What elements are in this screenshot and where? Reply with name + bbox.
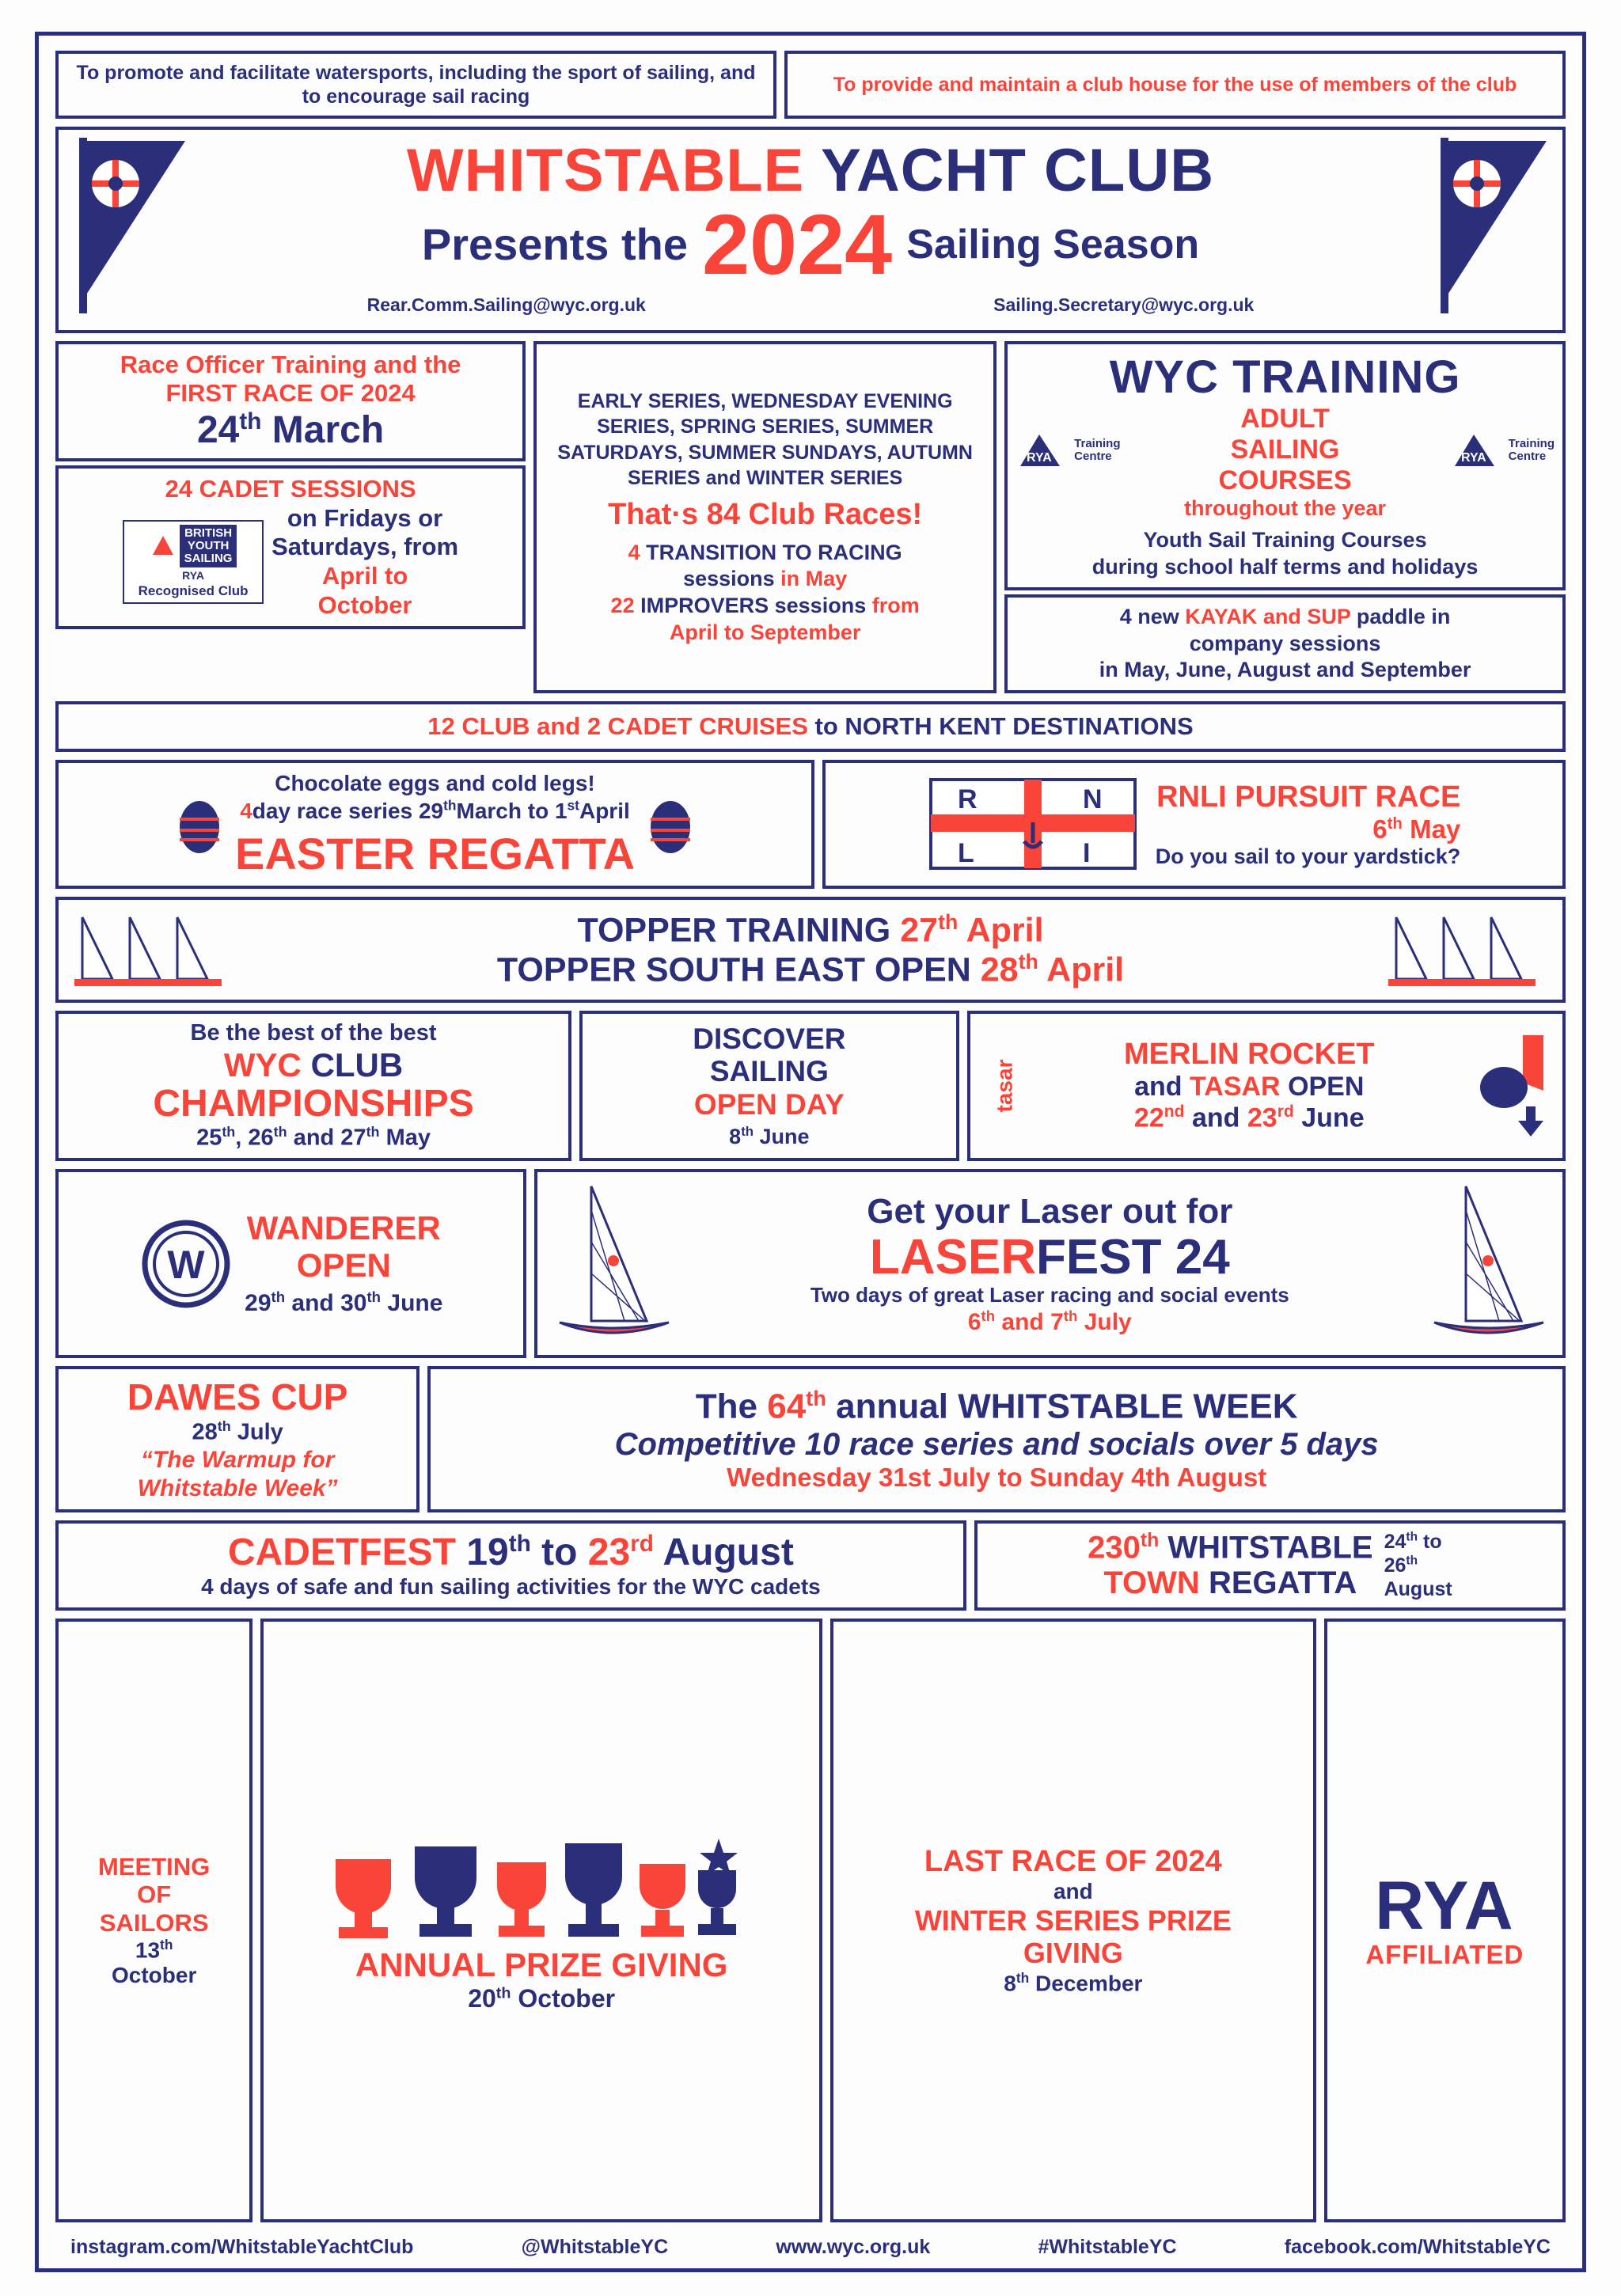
last-race-day-suffix: th bbox=[1015, 1969, 1030, 1986]
email-sailing-secretary[interactable]: Sailing.Secretary@wyc.org.uk bbox=[993, 294, 1255, 316]
merlin-date-2-sup: rd bbox=[1277, 1102, 1294, 1121]
town-date-1-sup: th bbox=[1406, 1530, 1418, 1544]
topper-training-line bbox=[241, 910, 1380, 950]
week-annual: annual bbox=[836, 1387, 948, 1426]
championships-club: CLUB bbox=[310, 1046, 404, 1084]
meeting-day bbox=[135, 1937, 173, 1964]
dawes-day: 28 bbox=[192, 1419, 218, 1445]
first-race-day-suffix: th bbox=[239, 408, 262, 435]
topper-open-month: April bbox=[1046, 951, 1125, 989]
championships-dates bbox=[196, 1124, 431, 1152]
british-youth-sailing-badge bbox=[123, 520, 264, 603]
laserfest-date-1-sup: th bbox=[981, 1307, 996, 1324]
easter-dates-a: day race series 29 bbox=[252, 799, 444, 824]
topper-dinghies-icon-right bbox=[1380, 906, 1555, 993]
wanderer-month: June bbox=[387, 1289, 443, 1316]
topper-dinghies-icon-left bbox=[66, 906, 241, 993]
easter-egg-icon-left bbox=[177, 795, 222, 854]
wanderer-open-label: OPEN bbox=[296, 1246, 391, 1284]
dawes-cup-date bbox=[192, 1418, 283, 1446]
last-race-month: December bbox=[1035, 1971, 1143, 1996]
champ-date-2-sup: th bbox=[273, 1124, 287, 1140]
cadetfest-date-1: 19 bbox=[466, 1531, 509, 1574]
winter-series-prize-line-2: GIVING bbox=[1023, 1937, 1123, 1970]
prize-day-suffix: th bbox=[495, 1984, 511, 2002]
race-officer-line2: FIRST RACE OF 2024 bbox=[165, 378, 416, 407]
club-title bbox=[193, 136, 1428, 204]
dawes-cup-quote-line-1: “The Warmup for bbox=[140, 1446, 335, 1473]
discover-date bbox=[729, 1124, 809, 1149]
meeting-day-suffix: th bbox=[160, 1936, 173, 1953]
season-label: Sailing Season bbox=[906, 221, 1200, 268]
badge-rya-mark: RYA bbox=[182, 568, 204, 582]
season-year: 2024 bbox=[701, 195, 893, 292]
merlin-line-2 bbox=[1039, 1072, 1460, 1102]
topper-open-line bbox=[241, 950, 1380, 989]
svg-text:N: N bbox=[1082, 784, 1103, 814]
discover-month: June bbox=[759, 1125, 810, 1149]
mission-row bbox=[51, 47, 1570, 123]
mission-statement-right: To provide and maintain a club house for the use of members of the club bbox=[784, 51, 1566, 119]
improvers-count: 22 bbox=[610, 594, 635, 618]
championships-wyc: WYC bbox=[223, 1046, 302, 1084]
contact-emails bbox=[193, 294, 1428, 316]
sail-icon bbox=[150, 534, 177, 558]
youth-training-line-1: Youth Sail Training Courses bbox=[1143, 528, 1427, 552]
week-edition-sup: th bbox=[806, 1386, 826, 1411]
cadetfest-to: to bbox=[541, 1531, 578, 1574]
autumn-row bbox=[51, 1615, 1570, 2226]
champ-date-2: , 26 bbox=[235, 1125, 274, 1152]
wanderer-dates bbox=[245, 1288, 442, 1317]
easter-days-count: 4 bbox=[240, 799, 252, 824]
tasar-logo-text: tasar bbox=[992, 1059, 1017, 1113]
topper-text bbox=[241, 910, 1380, 990]
easter-egg-icon-right bbox=[647, 795, 693, 854]
annual-prize-giving-date bbox=[468, 1984, 615, 2013]
meeting-line-3: SAILORS bbox=[99, 1909, 209, 1937]
kayak-line-2: company sessions bbox=[1189, 631, 1381, 655]
laserfest-laser: LASER bbox=[869, 1229, 1037, 1285]
rnli-text bbox=[1156, 780, 1461, 869]
cadet-sessions-card bbox=[55, 465, 526, 629]
merlin-date-1: 22 bbox=[1133, 1102, 1164, 1133]
champ-date-3-sup: th bbox=[366, 1124, 380, 1140]
rya-logo-text: RYA bbox=[1375, 1867, 1515, 1944]
svg-text:I: I bbox=[1082, 837, 1091, 868]
discover-line-1: DISCOVER bbox=[693, 1022, 846, 1055]
merlin-rocket-title: MERLIN ROCKET bbox=[1123, 1038, 1375, 1072]
laser-row bbox=[51, 1165, 1570, 1362]
cadetfest-date-2: 23 bbox=[587, 1531, 631, 1574]
last-race-date bbox=[1004, 1970, 1142, 1996]
footer-instagram[interactable]: instagram.com/WhitstableYachtClub bbox=[70, 2236, 414, 2258]
laserfest-date-1: 6 bbox=[967, 1308, 981, 1335]
rnli-day-suffix: th bbox=[1387, 814, 1403, 833]
topper-card bbox=[55, 897, 1566, 1003]
svg-text:RYA: RYA bbox=[1027, 450, 1052, 465]
club-title-yachtclub: YACHT CLUB bbox=[821, 136, 1215, 204]
svg-text:L: L bbox=[957, 837, 974, 868]
trophies-icon bbox=[304, 1827, 779, 1946]
last-race-and: and bbox=[1053, 1878, 1093, 1903]
easter-rnli-row bbox=[51, 756, 1570, 893]
training-column bbox=[1000, 337, 1570, 697]
dawes-cup-quote-line-2: Whitstable Week” bbox=[137, 1474, 338, 1501]
winter-series-prize-line-1: WINTER SERIES PRIZE bbox=[914, 1903, 1232, 1937]
burgee-icon-right bbox=[1428, 135, 1555, 321]
rnli-flag-icon bbox=[928, 773, 1141, 876]
town-date-2: 26 bbox=[1384, 1554, 1407, 1577]
championships-line-2 bbox=[224, 1046, 403, 1084]
series-list: EARLY SERIES, WEDNESDAY EVENING SERIES, SPRING SERIES, SUMMER SATURDAYS, SUMMER SUNDAYS, AUTUMN SERIES and WINTER SERIES bbox=[557, 389, 973, 490]
laser-dinghy-icon-right bbox=[1420, 1178, 1555, 1349]
town-regatta-number: 230 bbox=[1088, 1530, 1141, 1565]
wyc-training-title: WYC TRAINING bbox=[1109, 351, 1461, 403]
easter-dates-b: March to 1 bbox=[456, 799, 568, 824]
first-race-month: March bbox=[271, 409, 385, 452]
rya-training-centre-badge-left bbox=[1015, 430, 1120, 471]
laserfest-description: Two days of great Laser racing and social events bbox=[810, 1282, 1289, 1307]
rnli-pursuit-race-card bbox=[822, 760, 1566, 889]
week-edition: 64 bbox=[767, 1387, 807, 1426]
prize-month: October bbox=[518, 1984, 616, 2013]
wanderer-text bbox=[245, 1210, 442, 1316]
youth-training-line-2: during school half terms and holidays bbox=[1091, 555, 1479, 579]
cadet-line-5: October bbox=[317, 590, 412, 619]
town-regatta-subheading bbox=[1088, 1565, 1373, 1601]
last-race-card bbox=[830, 1619, 1316, 2222]
laserfest-month: July bbox=[1084, 1308, 1132, 1335]
british-youth-sailing-text bbox=[180, 525, 237, 567]
footer-twitter[interactable]: @WhitstableYC bbox=[521, 2236, 669, 2258]
svg-text:RYA: RYA bbox=[1460, 450, 1486, 465]
easter-regatta-title: EASTER REGATTA bbox=[234, 829, 636, 879]
champ-date-1: 25 bbox=[196, 1125, 222, 1152]
june-row bbox=[51, 1007, 1570, 1165]
laserfest-card bbox=[534, 1169, 1566, 1358]
rya-badge-left-l2: Centre bbox=[1074, 449, 1112, 463]
easter-dates-c: April bbox=[579, 799, 630, 824]
championships-tagline: Be the best of the best bbox=[190, 1020, 437, 1046]
topper-training-day: 27 bbox=[900, 911, 939, 950]
topper-training-month: April bbox=[966, 911, 1044, 950]
adult-line-2: SAILING bbox=[1230, 435, 1340, 465]
kayak-line-3: in May, June, August and September bbox=[1099, 658, 1471, 682]
merlin-and: and bbox=[1134, 1072, 1183, 1102]
laserfest-dates bbox=[680, 1307, 1420, 1336]
laserfest-date-2-sup: th bbox=[1063, 1307, 1078, 1324]
laserfest-year: 24 bbox=[1175, 1229, 1230, 1285]
rya-sail-icon-2 bbox=[1450, 430, 1505, 471]
topper-training-day-suffix: th bbox=[938, 909, 959, 934]
topper-open-day-suffix: th bbox=[1018, 950, 1038, 974]
laserfest-text bbox=[680, 1192, 1420, 1336]
kayak-type: KAYAK and SUP bbox=[1185, 604, 1351, 628]
cadet-line-4: April to bbox=[321, 562, 408, 590]
race-officer-line1: Race Officer Training and the bbox=[120, 351, 461, 378]
whitstable-week-subtitle: Competitive 10 race series and socials over 5 days bbox=[614, 1426, 1379, 1462]
cadetfest-title: CADETFEST bbox=[227, 1531, 456, 1574]
easter-dates bbox=[235, 797, 635, 825]
meeting-line-2: OF bbox=[137, 1880, 172, 1909]
transition-sessions bbox=[611, 540, 920, 647]
whitstable-week-row bbox=[51, 1362, 1570, 1516]
merlin-date-1-sup: nd bbox=[1164, 1102, 1185, 1121]
town-regatta-number-sup: th bbox=[1140, 1529, 1160, 1551]
cadet-line-3: Saturdays, from bbox=[271, 533, 459, 561]
wanderer-date-1: 29 bbox=[245, 1289, 271, 1316]
town-regatta-card bbox=[974, 1520, 1566, 1611]
kayak-sup-card bbox=[1004, 594, 1566, 693]
cadetfest-card bbox=[55, 1520, 966, 1611]
footer-links bbox=[51, 2226, 1570, 2260]
topper-training-label: TOPPER TRAINING bbox=[577, 911, 891, 950]
champ-date-month: May bbox=[379, 1125, 431, 1152]
cruises-destination: to NORTH KENT DESTINATIONS bbox=[814, 712, 1194, 741]
cadetfest-month: August bbox=[662, 1531, 794, 1574]
rnli-month: May bbox=[1410, 814, 1461, 844]
rnli-day: 6 bbox=[1372, 814, 1388, 844]
champ-date-1-sup: th bbox=[222, 1124, 236, 1140]
discover-line-3: OPEN DAY bbox=[693, 1087, 845, 1121]
races-apostrophe: · bbox=[671, 497, 682, 531]
presents-label: Presents the bbox=[421, 219, 688, 270]
improvers-from: from bbox=[871, 594, 920, 618]
footer-hashtag[interactable]: #WhitstableYC bbox=[1038, 2236, 1177, 2258]
adult-line-1: ADULT bbox=[1240, 404, 1330, 434]
transition-month: in May bbox=[780, 567, 848, 591]
adult-courses bbox=[1219, 404, 1352, 496]
transition-count: 4 bbox=[628, 540, 640, 564]
easter-text bbox=[235, 769, 635, 879]
kayak-rest: paddle in bbox=[1356, 604, 1451, 628]
first-race-day: 24 bbox=[196, 409, 240, 452]
race-officer-column bbox=[51, 337, 530, 697]
footer-facebook[interactable]: facebook.com/WhitstableYC bbox=[1284, 2236, 1551, 2258]
merlin-date-and: and bbox=[1191, 1102, 1240, 1133]
easter-dates-sup-2: st bbox=[567, 797, 579, 814]
club-title-whitstable: WHITSTABLE bbox=[406, 136, 805, 204]
easter-tagline: Chocolate eggs and cold legs! bbox=[275, 771, 595, 796]
annual-prize-giving-title: ANNUAL PRIZE GIVING bbox=[355, 1946, 728, 1984]
rnli-date bbox=[1156, 814, 1461, 844]
annual-prize-giving-card bbox=[260, 1619, 822, 2222]
club-championships-card bbox=[55, 1011, 571, 1161]
dawes-cup-title: DAWES CUP bbox=[127, 1376, 348, 1418]
races-rest: s 84 Club Races! bbox=[681, 497, 923, 531]
wanderer-logo-icon bbox=[139, 1216, 233, 1311]
badge-line-3: SAILING bbox=[184, 551, 233, 565]
last-race-title: LAST RACE OF 2024 bbox=[924, 1844, 1222, 1878]
badge-recognised-club: Recognised Club bbox=[138, 583, 249, 598]
cruises-text bbox=[427, 712, 1193, 741]
poster-header bbox=[55, 127, 1566, 333]
rnli-title: RNLI PURSUIT RACE bbox=[1156, 780, 1461, 814]
town-regatta-whitstable: WHITSTABLE bbox=[1167, 1530, 1373, 1565]
week-the: The bbox=[695, 1387, 757, 1426]
cadetfest-date-2-sup: rd bbox=[630, 1531, 654, 1558]
championships-title: CHAMPIONSHIPS bbox=[153, 1083, 474, 1125]
laserfest-fest: FEST bbox=[1036, 1229, 1162, 1285]
wanderer-date-2-sup: th bbox=[366, 1288, 382, 1305]
town-regatta-town: TOWN bbox=[1103, 1565, 1200, 1601]
easter-regatta-card bbox=[55, 760, 814, 889]
wanderer-date-1-sup: th bbox=[271, 1288, 286, 1305]
transition-sub: sessions bbox=[683, 567, 775, 591]
rya-sail-icon bbox=[1015, 430, 1071, 471]
rya-training-centre-badge-right bbox=[1450, 430, 1555, 471]
wanderer-date-2: 30 bbox=[340, 1289, 367, 1316]
town-date-to: to bbox=[1423, 1530, 1442, 1553]
badge-line-1: BRITISH bbox=[184, 526, 233, 541]
prize-day: 20 bbox=[468, 1984, 496, 2013]
discover-day-suffix: th bbox=[741, 1124, 754, 1140]
cadetfest-date-1-sup: th bbox=[508, 1531, 531, 1558]
dawes-day-suffix: th bbox=[217, 1418, 231, 1435]
dawes-month: July bbox=[237, 1419, 283, 1445]
burgee-icon-left bbox=[66, 135, 193, 321]
rya-badge-right-l1: Training bbox=[1508, 436, 1555, 450]
town-regatta-regatta: REGATTA bbox=[1208, 1565, 1357, 1601]
champ-date-3: and 27 bbox=[287, 1125, 366, 1152]
merlin-date-2: 23 bbox=[1247, 1102, 1277, 1133]
week-title: WHITSTABLE WEEK bbox=[958, 1387, 1298, 1426]
merlin-dates bbox=[1039, 1102, 1460, 1133]
merlin-tasar: TASAR bbox=[1190, 1072, 1281, 1102]
badge-line-2: YOUTH bbox=[187, 539, 230, 553]
rya-affiliated-card bbox=[1324, 1619, 1566, 2222]
town-regatta-dates bbox=[1384, 1530, 1452, 1601]
meeting-month: October bbox=[111, 1963, 197, 1988]
whitstable-week-heading bbox=[696, 1386, 1298, 1427]
email-rear-commodore[interactable]: Rear.Comm.Sailing@wyc.org.uk bbox=[366, 294, 646, 316]
header-titles bbox=[193, 136, 1428, 316]
cadet-line-2: on Fridays or bbox=[287, 503, 443, 532]
town-date-1: 24 bbox=[1384, 1530, 1407, 1553]
cadetfest-heading bbox=[228, 1531, 794, 1574]
tasar-logo-icon bbox=[992, 1060, 1017, 1113]
training-throughout-year: throughout the year bbox=[1184, 496, 1387, 521]
improvers-months: April to September bbox=[669, 620, 861, 644]
cadet-session-count: 24 CADET SESSIONS bbox=[165, 475, 416, 503]
rnli-question: Do you sail to your yardstick? bbox=[1155, 844, 1461, 868]
rya-affiliated-label: AFFILIATED bbox=[1365, 1939, 1524, 1969]
cadet-sessions-details bbox=[271, 504, 458, 620]
rya-badge-right-l2: Centre bbox=[1508, 449, 1547, 463]
wanderer-open-card bbox=[55, 1169, 526, 1358]
dawes-cup-card bbox=[55, 1366, 419, 1512]
laser-dinghy-icon-left bbox=[545, 1178, 680, 1349]
topper-open-label: TOPPER SOUTH EAST OPEN bbox=[496, 951, 971, 989]
meeting-day-number: 13 bbox=[135, 1937, 161, 1962]
first-race-date bbox=[66, 408, 514, 452]
kayak-count: 4 new bbox=[1119, 604, 1179, 628]
discover-line-2: SAILING bbox=[709, 1055, 829, 1088]
wyc-training-card bbox=[1004, 341, 1566, 590]
discover-sailing-card bbox=[579, 1011, 959, 1161]
august-row bbox=[51, 1516, 1570, 1615]
whitstable-week-card bbox=[427, 1366, 1566, 1512]
cruises-row bbox=[51, 697, 1570, 756]
transition-label: TRANSITION TO RACING bbox=[646, 540, 902, 564]
svg-text:W: W bbox=[167, 1242, 205, 1287]
merlin-month: June bbox=[1301, 1102, 1365, 1133]
wanderer-date-and: and bbox=[291, 1289, 334, 1316]
wanderer-title: WANDERER bbox=[246, 1209, 441, 1247]
poster-frame bbox=[35, 32, 1586, 2272]
town-date-2-sup: th bbox=[1406, 1554, 1418, 1568]
club-series-card bbox=[533, 341, 997, 693]
meeting-line-1: MEETING bbox=[98, 1852, 211, 1880]
kayak-line-1 bbox=[1015, 604, 1555, 631]
cruises-card bbox=[55, 701, 1566, 752]
town-regatta-heading bbox=[1088, 1530, 1373, 1565]
cadet-sessions-body bbox=[66, 504, 514, 620]
spring-block bbox=[51, 337, 1570, 697]
laserfest-title bbox=[680, 1231, 1420, 1283]
cruises-count: 12 CLUB and 2 CADET CRUISES bbox=[427, 712, 808, 741]
topper-open-day: 28 bbox=[980, 951, 1019, 989]
rya-badge-left-l1: Training bbox=[1074, 436, 1121, 450]
merlin-boat-icon bbox=[1467, 1030, 1555, 1141]
merlin-text bbox=[1039, 1038, 1460, 1133]
last-race-day: 8 bbox=[1004, 1971, 1016, 1996]
laserfest-tagline: Get your Laser out for bbox=[867, 1191, 1233, 1231]
meeting-of-sailors-card bbox=[55, 1619, 252, 2222]
whitstable-week-dates: Wednesday 31st July to Sunday 4th August bbox=[727, 1462, 1267, 1492]
season-title bbox=[193, 195, 1428, 292]
topper-row bbox=[51, 893, 1570, 1007]
easter-dates-sup-1: th bbox=[443, 797, 457, 814]
discover-day: 8 bbox=[729, 1125, 742, 1149]
laserfest-date-and: and bbox=[1001, 1308, 1044, 1335]
footer-website[interactable]: www.wyc.org.uk bbox=[776, 2236, 931, 2258]
town-date-month: August bbox=[1384, 1577, 1452, 1600]
merlin-open: OPEN bbox=[1288, 1072, 1365, 1102]
races-prefix: That bbox=[608, 497, 672, 531]
race-officer-card bbox=[55, 341, 526, 461]
town-regatta-text bbox=[1088, 1530, 1373, 1601]
improvers-label: IMPROVERS sessions bbox=[640, 594, 867, 618]
cadetfest-description: 4 days of safe and fun sailing activities for the WYC cadets bbox=[201, 1574, 821, 1600]
merlin-tasar-open-card bbox=[967, 1011, 1566, 1161]
mission-statement-left: To promote and facilitate watersports, including the sport of sailing, and to encourage sail racing bbox=[55, 51, 776, 119]
laserfest-date-2: 7 bbox=[1050, 1308, 1064, 1335]
club-races-count bbox=[608, 498, 922, 532]
adult-line-3: COURSES bbox=[1218, 465, 1352, 496]
svg-text:R: R bbox=[957, 784, 978, 814]
